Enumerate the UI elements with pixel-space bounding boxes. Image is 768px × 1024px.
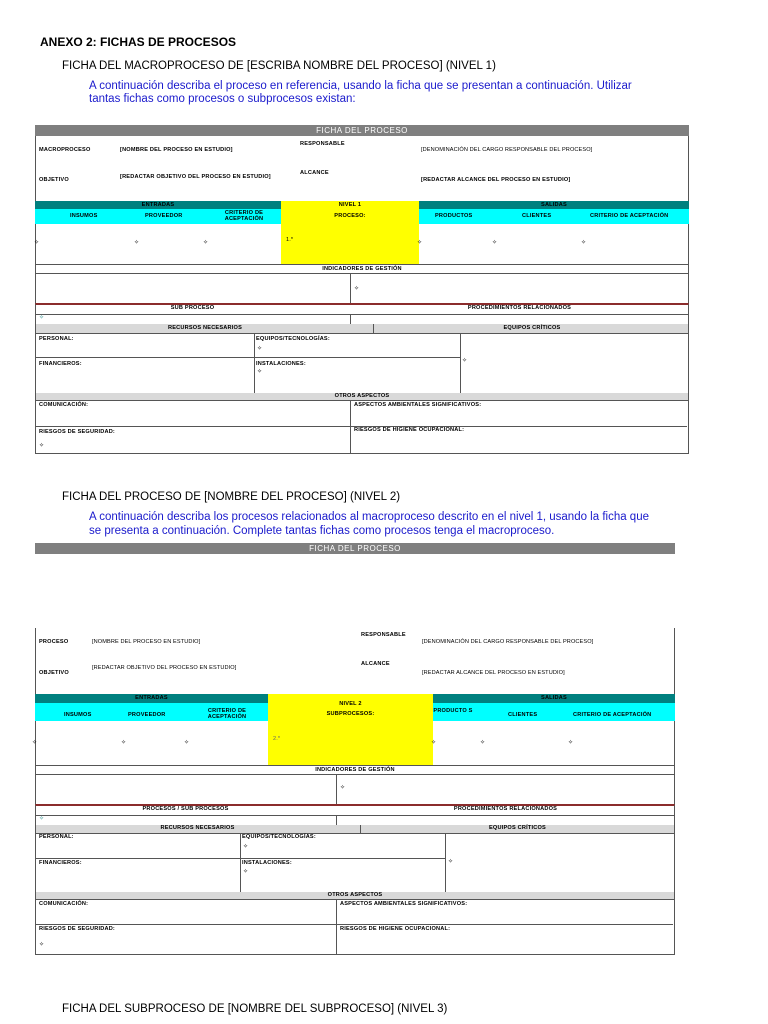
riesgos-higiene-label: RIESGOS DE HIGIENE OCUPACIONAL: bbox=[340, 926, 451, 932]
section2-intro-line2: se presenta a continuación. Complete tantas fichas como procesos tenga el macroproceso. bbox=[89, 525, 555, 537]
proceso-cell bbox=[281, 201, 419, 264]
otros-header: OTROS ASPECTOS bbox=[35, 393, 689, 401]
objetivo-value: [REDACTAR OBJETIVO DEL PROCESO EN ESTUDIO] bbox=[120, 174, 271, 180]
bullet: ✧ bbox=[257, 369, 263, 375]
bullet: ✧ bbox=[32, 740, 38, 746]
producto-header: PRODUCTO S bbox=[433, 708, 473, 714]
equipos-criticos-header: EQUIPOS CRÍTICOS bbox=[503, 325, 561, 331]
instalaciones-label: INSTALACIONES: bbox=[256, 361, 306, 367]
bullet: ✧ bbox=[203, 240, 209, 246]
bullet: ✧ bbox=[448, 859, 454, 865]
recursos-col-divider2 bbox=[445, 834, 446, 892]
bullet: ✧ bbox=[417, 240, 423, 246]
page-heading: ANEXO 2: FICHAS DE PROCESOS bbox=[40, 35, 237, 49]
indicadores-divider bbox=[336, 774, 337, 804]
ambientales-label: ASPECTOS AMBIENTALES SIGNIFICATIVOS: bbox=[354, 402, 482, 408]
subproceso-header: SUB PROCESO bbox=[170, 305, 215, 311]
equipos-tec-label: EQUIPOS/TECNOLOGÍAS: bbox=[242, 834, 316, 840]
recursos-body bbox=[35, 834, 675, 893]
procedimientos-header: PROCEDIMIENTOS RELACIONADOS bbox=[467, 305, 572, 311]
criterio-salida-header: CRITERIO DE ACEPTACIÓN bbox=[573, 712, 652, 718]
clientes-header: CLIENTES bbox=[522, 213, 552, 219]
ficha1-info-block bbox=[35, 136, 689, 201]
subproceso-divider bbox=[350, 314, 351, 324]
ficha-nivel2 bbox=[32, 628, 675, 954]
instalaciones-label: INSTALACIONES: bbox=[242, 860, 292, 866]
indicadores-body bbox=[35, 774, 675, 804]
otros-row-divider bbox=[35, 924, 673, 925]
objetivo-label: OBJETIVO bbox=[39, 177, 69, 183]
bullet: ✧ bbox=[134, 240, 140, 246]
section2-title: FICHA DEL PROCESO DE [NOMBRE DEL PROCESO] (NIVEL 2) bbox=[62, 491, 401, 503]
bullet: ✧ bbox=[121, 740, 127, 746]
ficha2-info-block bbox=[35, 628, 675, 694]
procsub-header: PROCESOS / SUB PROCESOS bbox=[142, 806, 229, 812]
subproceso-step: 2.* bbox=[273, 736, 281, 742]
proveedor-header: PROVEEDOR bbox=[145, 213, 183, 219]
bullet: ✧ bbox=[34, 240, 40, 246]
riesgos-seguridad-label: RIESGOS DE SEGURIDAD: bbox=[39, 926, 115, 932]
ficha1-header-bar: FICHA DEL PROCESO bbox=[35, 125, 689, 136]
responsable-label: RESPONSABLE bbox=[361, 632, 406, 638]
bullet: ✧ bbox=[39, 443, 45, 449]
ficha-nivel1 bbox=[35, 125, 689, 453]
criterio-salida-header: CRITERIO DE ACEPTACIÓN bbox=[590, 213, 669, 219]
macroproceso-value: [NOMBRE DEL PROCESO EN ESTUDIO] bbox=[120, 147, 233, 153]
recursos-col-divider1 bbox=[240, 834, 241, 892]
ficha2-header-bar: FICHA DEL PROCESO bbox=[35, 543, 675, 554]
proceso-value: [NOMBRE DEL PROCESO EN ESTUDIO] bbox=[92, 639, 201, 645]
indicadores-divider bbox=[350, 273, 351, 303]
nivel-label: NIVEL 1 bbox=[338, 202, 362, 208]
entradas-header: ENTRADAS bbox=[35, 201, 281, 209]
section1-intro-line1: A continuación describa el proceso en referencia, usando la ficha que se presentan a continuación. Utilizar bbox=[89, 80, 632, 92]
recursos-col-divider1 bbox=[254, 334, 255, 394]
otros-divider bbox=[336, 900, 337, 954]
objetivo-value: [REDACTAR OBJETIVO DEL PROCESO EN ESTUDIO] bbox=[92, 665, 237, 671]
bullet: ✧ bbox=[431, 740, 437, 746]
salidas-header: SALIDAS bbox=[419, 201, 689, 209]
recursos-header: RECURSOS NECESARIOS bbox=[167, 325, 243, 331]
section3-title: FICHA DEL SUBPROCESO DE [NOMBRE DEL SUBPROCESO] (NIVEL 3) bbox=[62, 1003, 448, 1015]
productos-header: PRODUCTOS bbox=[435, 213, 473, 219]
riesgos-higiene-label: RIESGOS DE HIGIENE OCUPACIONAL: bbox=[354, 427, 465, 433]
financieros-label: FINANCIEROS: bbox=[39, 860, 82, 866]
criterio-entrada-header: CRITERIO DE ACEPTACIÓN bbox=[224, 210, 264, 222]
subprocesos-header: SUBPROCESOS: bbox=[326, 711, 375, 717]
equipos-criticos-header: EQUIPOS CRÍTICOS bbox=[489, 825, 546, 831]
riesgos-seguridad-label: RIESGOS DE SEGURIDAD: bbox=[39, 429, 115, 435]
bullet: ✧ bbox=[462, 358, 468, 364]
personal-label: PERSONAL: bbox=[39, 336, 74, 342]
financieros-label: FINANCIEROS: bbox=[39, 361, 82, 367]
proceso-header: PROCESO: bbox=[334, 213, 366, 219]
recursos-col-divider2 bbox=[460, 334, 461, 394]
insumos-header: INSUMOS bbox=[70, 213, 98, 219]
section2-intro-line1: A continuación describa los procesos relacionados al macroproceso descrito en el nivel 1, usando la ficha que bbox=[89, 511, 649, 523]
indicadores-body bbox=[35, 273, 689, 303]
procedimientos-header: PROCEDIMIENTOS RELACIONADOS bbox=[453, 806, 558, 812]
criterio-entrada-header: CRITERIO DE ACEPTACIÓN bbox=[207, 708, 247, 720]
bullet: ✧ bbox=[581, 240, 587, 246]
bullet: ✧ bbox=[480, 740, 486, 746]
responsable-value: [DENOMINACIÓN DEL CARGO RESPONSABLE DEL PROCESO] bbox=[422, 639, 594, 645]
responsable-value: [DENOMINACIÓN DEL CARGO RESPONSABLE DEL PROCESO] bbox=[421, 147, 593, 153]
bullet: ✧ bbox=[39, 315, 45, 321]
indicadores-header: INDICADORES DE GESTIÓN bbox=[35, 765, 675, 775]
recursos-row-divider bbox=[35, 357, 460, 358]
macroproceso-label: MACROPROCESO bbox=[39, 147, 91, 153]
proceso-label: PROCESO bbox=[39, 639, 69, 645]
alcance-value: [REDACTAR ALCANCE DEL PROCESO EN ESTUDIO] bbox=[421, 177, 571, 183]
alcance-label: ALCANCE bbox=[300, 170, 329, 176]
bullet: ✧ bbox=[243, 869, 249, 875]
personal-label: PERSONAL: bbox=[39, 834, 74, 840]
ficha1-right-border bbox=[688, 224, 689, 264]
comunicacion-label: COMUNICACIÓN: bbox=[39, 901, 89, 907]
ficha2-right-border bbox=[674, 721, 675, 765]
alcance-value: [REDACTAR ALCANCE DEL PROCESO EN ESTUDIO] bbox=[422, 670, 565, 676]
bullet: ✧ bbox=[243, 844, 249, 850]
proceso-step: 1.* bbox=[286, 237, 294, 243]
section1-title: FICHA DEL MACROPROCESO DE [ESCRIBA NOMBRE DEL PROCESO] (NIVEL 1) bbox=[62, 60, 496, 72]
ambientales-label: ASPECTOS AMBIENTALES SIGNIFICATIVOS: bbox=[340, 901, 468, 907]
recursos-divider bbox=[373, 324, 374, 333]
indicadores-header: INDICADORES DE GESTIÓN bbox=[35, 264, 689, 274]
responsable-label: RESPONSABLE bbox=[300, 141, 345, 147]
otros-divider bbox=[350, 401, 351, 453]
recursos-body bbox=[35, 334, 689, 395]
recursos-row-divider bbox=[35, 858, 445, 859]
proveedor-header: PROVEEDOR bbox=[128, 712, 166, 718]
salidas-header: SALIDAS bbox=[433, 694, 675, 703]
bullet: ✧ bbox=[39, 942, 45, 948]
section1-intro-line2: tantas fichas como procesos o subprocesos existan: bbox=[89, 93, 356, 105]
bullet: ✧ bbox=[568, 740, 574, 746]
bullet: ✧ bbox=[354, 286, 360, 292]
comunicacion-label: COMUNICACIÓN: bbox=[39, 402, 89, 408]
alcance-label: ALCANCE bbox=[361, 661, 390, 667]
bullet: ✧ bbox=[184, 740, 190, 746]
bullet: ✧ bbox=[39, 816, 45, 822]
insumos-header: INSUMOS bbox=[64, 712, 92, 718]
recursos-header: RECURSOS NECESARIOS bbox=[160, 825, 235, 831]
entradas-header: ENTRADAS bbox=[35, 694, 268, 703]
otros-header: OTROS ASPECTOS bbox=[35, 892, 675, 900]
nivel-label: NIVEL 2 bbox=[339, 701, 362, 707]
bullet: ✧ bbox=[492, 240, 498, 246]
objetivo-label: OBJETIVO bbox=[39, 670, 69, 676]
equipos-tec-label: EQUIPOS/TECNOLOGÍAS: bbox=[256, 336, 330, 342]
bullet: ✧ bbox=[340, 785, 346, 791]
bullet: ✧ bbox=[257, 346, 263, 352]
clientes-header: CLIENTES bbox=[508, 712, 538, 718]
procsub-divider bbox=[336, 815, 337, 825]
